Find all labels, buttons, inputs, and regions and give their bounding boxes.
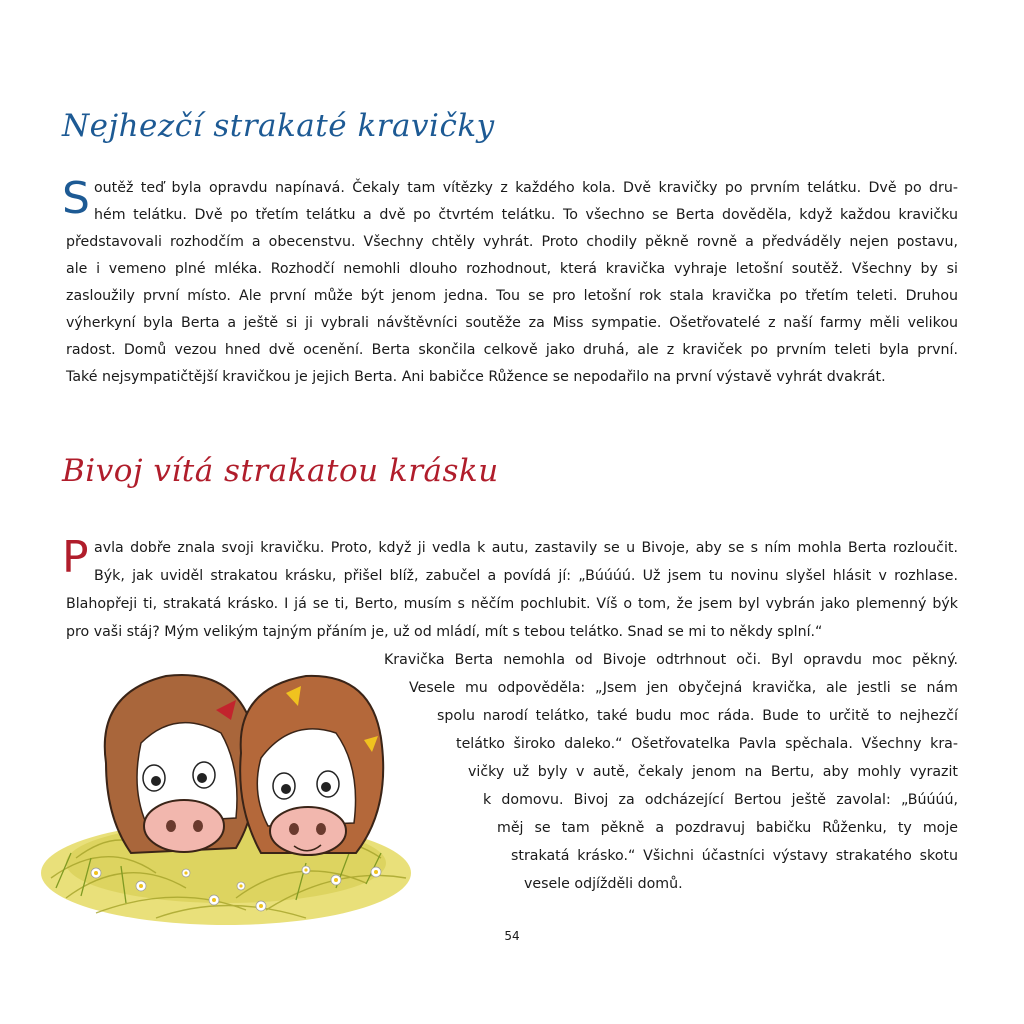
text-line: telátko široko daleko.“ Ošetřovatelka Pavla spěchala. Všechny kra- (456, 736, 958, 752)
section-title-2: Bivoj vítá strakatou krásku (62, 453, 499, 489)
text-line: zasloužily první místo. Ale první může být jenom jedna. Tou se pro letošní rok stala kravička po třetím teleti. Druhou (66, 288, 958, 304)
text-line: pro vaši stáj? Mým velikým tajným přáním je, už od mládí, mít s tebou telátko. Snad se mi to někdy splní.“ (66, 624, 823, 640)
page-number: 54 (504, 929, 520, 943)
text-line: ale i vemeno plné mléka. Rozhodčí nemohli dlouho rozhodnout, která kravička vyhraje letošní soutěž. Všechny by si (66, 261, 958, 277)
section-title-1: Nejhezčí strakaté kravičky (62, 108, 495, 144)
text-line: radost. Domů vezou hned dvě ocenění. Berta skončila celkově jako druhá, ale z kraviček po prvním teleti byla první. (66, 342, 958, 358)
left-cow (105, 675, 256, 853)
text-line: vičky už byly v autě, čekaly jenom na Bertu, aby mohly vyrazit (468, 764, 958, 780)
text-line: strakatá krásko.“ Všichni účastníci výstavy strakatého skotu (511, 848, 958, 864)
text-line: Blahopřeji ti, strakatá krásko. I já se ti, Berto, musím s něčím pochlubit. Víš o tom, že jsem byl vybrán jako plemenný býk (66, 596, 958, 612)
text-line: avla dobře znala svoji kravičku. Proto, když ji vedla k autu, zastavily se u Bivoje, aby se s ním mohla Berta rozloučit. (94, 540, 958, 556)
text-line: Také nejsympatičtější kravičkou je jejich Berta. Ani babičce Růžence se nepodařilo na první výstavě vyhrát dvakrát. (66, 369, 886, 385)
text-line: outěž teď byla opravdu napínavá. Čekaly tam vítězky z každého kola. Dvě kravičky po prvním telátku. Dvě po dru- (94, 180, 958, 196)
text-line: spolu narodí telátko, také budu moc ráda. Bude to určitě to nejhezčí (437, 708, 958, 724)
text-line: Býk, jak uviděl strakatou krásku, přišel blíž, zabučel a povídá jí: „Búúúú. Už jsem tu novinu slyšel hlásit v rozhlase. (94, 568, 958, 584)
two-cows-illustration (36, 648, 416, 938)
right-cow (240, 676, 383, 855)
text-line: výherkyní byla Berta a ještě si ji vybrali návštěvníci soutěže za Miss sympatie. Ošetřovatelé z naší farmy měli velikou (66, 315, 958, 331)
drop-cap-2: P (62, 532, 89, 583)
text-line: k domovu. Bivoj za odcházející Bertou ještě zavolal: „Búúúú, (483, 792, 958, 808)
text-line: hém telátku. Dvě po třetím telátku a dvě po čtvrtém telátku. To všechno se Berta dověděla, když každou kravičku (94, 207, 958, 223)
text-line: vesele odjížděli domů. (524, 876, 683, 892)
text-line: měj se tam pěkně a pozdravuj babičku Růženku, ty moje (497, 820, 958, 836)
drop-cap-1: S (62, 173, 90, 224)
text-line: Kravička Berta nemohla od Bivoje odtrhnout oči. Byl opravdu moc pěkný. (384, 652, 958, 668)
text-line: představovali rozhodčím a obecenstvu. Všechny chtěly vyhrát. Proto chodily pěkně rovně a předváděly nejen postavu, (66, 234, 958, 250)
text-line: Vesele mu odpověděla: „Jsem jen obyčejná kravička, ale jestli se nám (409, 680, 958, 696)
